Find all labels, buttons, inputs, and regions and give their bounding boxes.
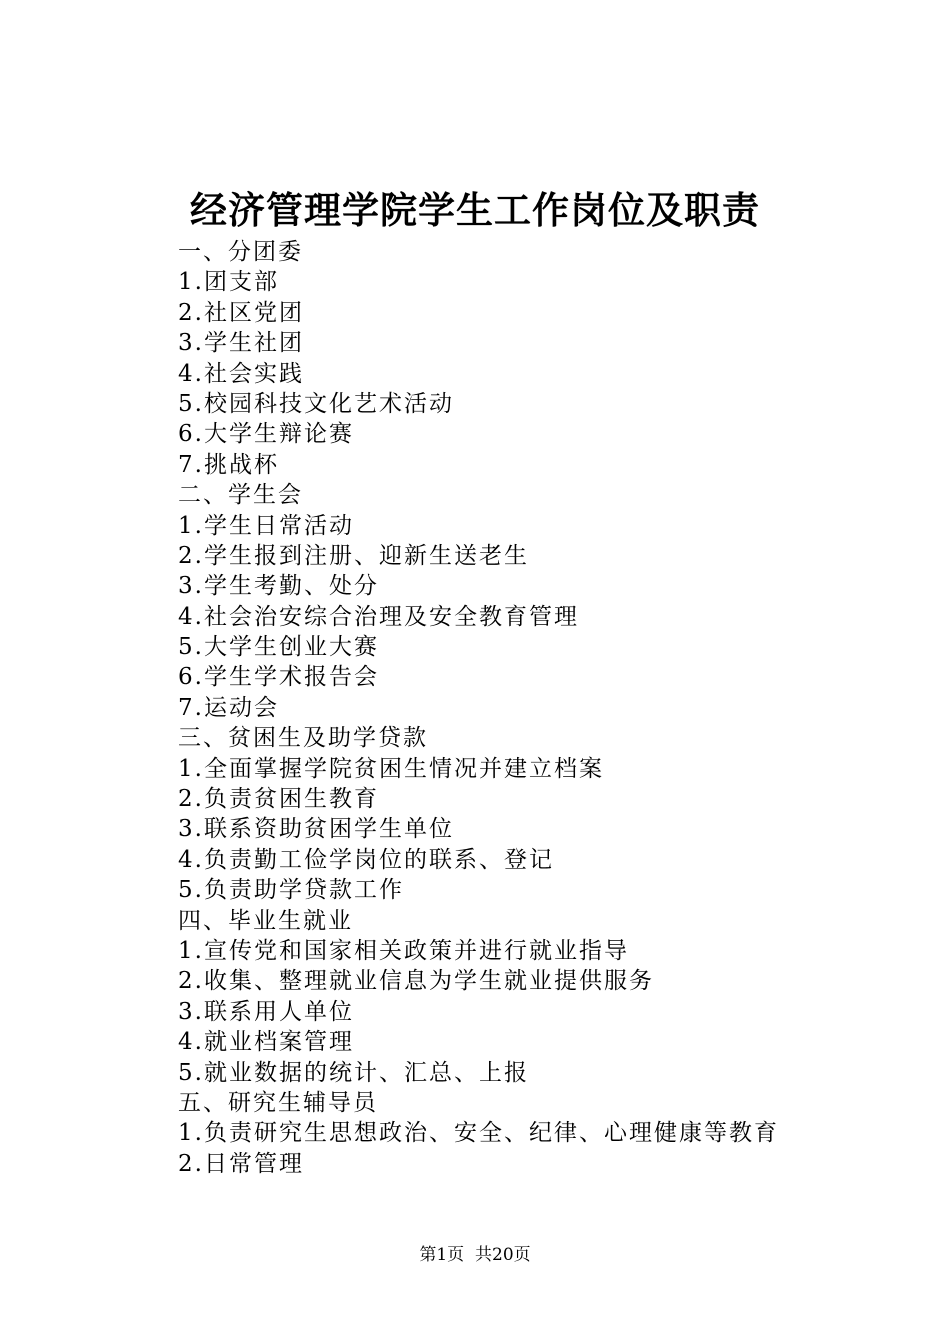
list-item: 5.负责助学贷款工作 <box>178 877 404 904</box>
page-number: 第1页 <box>419 1245 465 1265</box>
page-footer <box>0 1243 950 1267</box>
section-heading: 三、贫困生及助学贷款 <box>178 725 428 752</box>
section-heading: 五、研究生辅导员 <box>178 1089 378 1116</box>
section-heading: 二、学生会 <box>178 482 303 509</box>
list-item: 1.全面掌握学院贫困生情况并建立档案 <box>178 755 604 782</box>
list-item: 4.社会实践 <box>178 360 304 387</box>
list-item: 4.社会治安综合治理及安全教育管理 <box>178 603 579 630</box>
list-item: 3.联系资助贫困学生单位 <box>178 816 454 843</box>
list-item: 7.运动会 <box>178 694 279 721</box>
list-item: 3.学生考勤、处分 <box>178 573 379 600</box>
list-item: 1.团支部 <box>178 269 279 296</box>
list-item: 2.社区党团 <box>178 299 304 326</box>
list-item: 1.负责研究生思想政治、安全、纪律、心理健康等教育 <box>178 1120 779 1147</box>
document-body <box>178 237 878 1179</box>
list-item: 7.挑战杯 <box>178 451 279 478</box>
page-total: 共20页 <box>475 1245 531 1265</box>
list-item: 2.收集、整理就业信息为学生就业提供服务 <box>178 968 654 995</box>
list-item: 6.学生学术报告会 <box>178 664 379 691</box>
list-item: 6.大学生辩论赛 <box>178 421 354 448</box>
list-item: 4.就业档案管理 <box>178 1029 354 1056</box>
list-item: 5.大学生创业大赛 <box>178 634 379 661</box>
list-item: 2.学生报到注册、迎新生送老生 <box>178 542 529 569</box>
list-item: 4.负责勤工俭学岗位的联系、登记 <box>178 846 554 873</box>
list-item: 5.校园科技文化艺术活动 <box>178 390 454 417</box>
section-heading: 一、分团委 <box>178 239 303 265</box>
list-item: 2.负责贫困生教育 <box>178 786 379 813</box>
list-item: 2.日常管理 <box>178 1150 304 1177</box>
list-item: 3.联系用人单位 <box>178 998 354 1025</box>
list-item: 1.宣传党和国家相关政策并进行就业指导 <box>178 937 629 964</box>
list-item: 1.学生日常活动 <box>178 512 354 539</box>
list-item: 3.学生社团 <box>178 330 304 357</box>
section-heading: 四、毕业生就业 <box>178 907 353 934</box>
list-item: 5.就业数据的统计、汇总、上报 <box>178 1059 529 1086</box>
footer-separator <box>464 1245 475 1265</box>
document-title: 经济管理学院学生工作岗位及职责 <box>190 188 760 232</box>
